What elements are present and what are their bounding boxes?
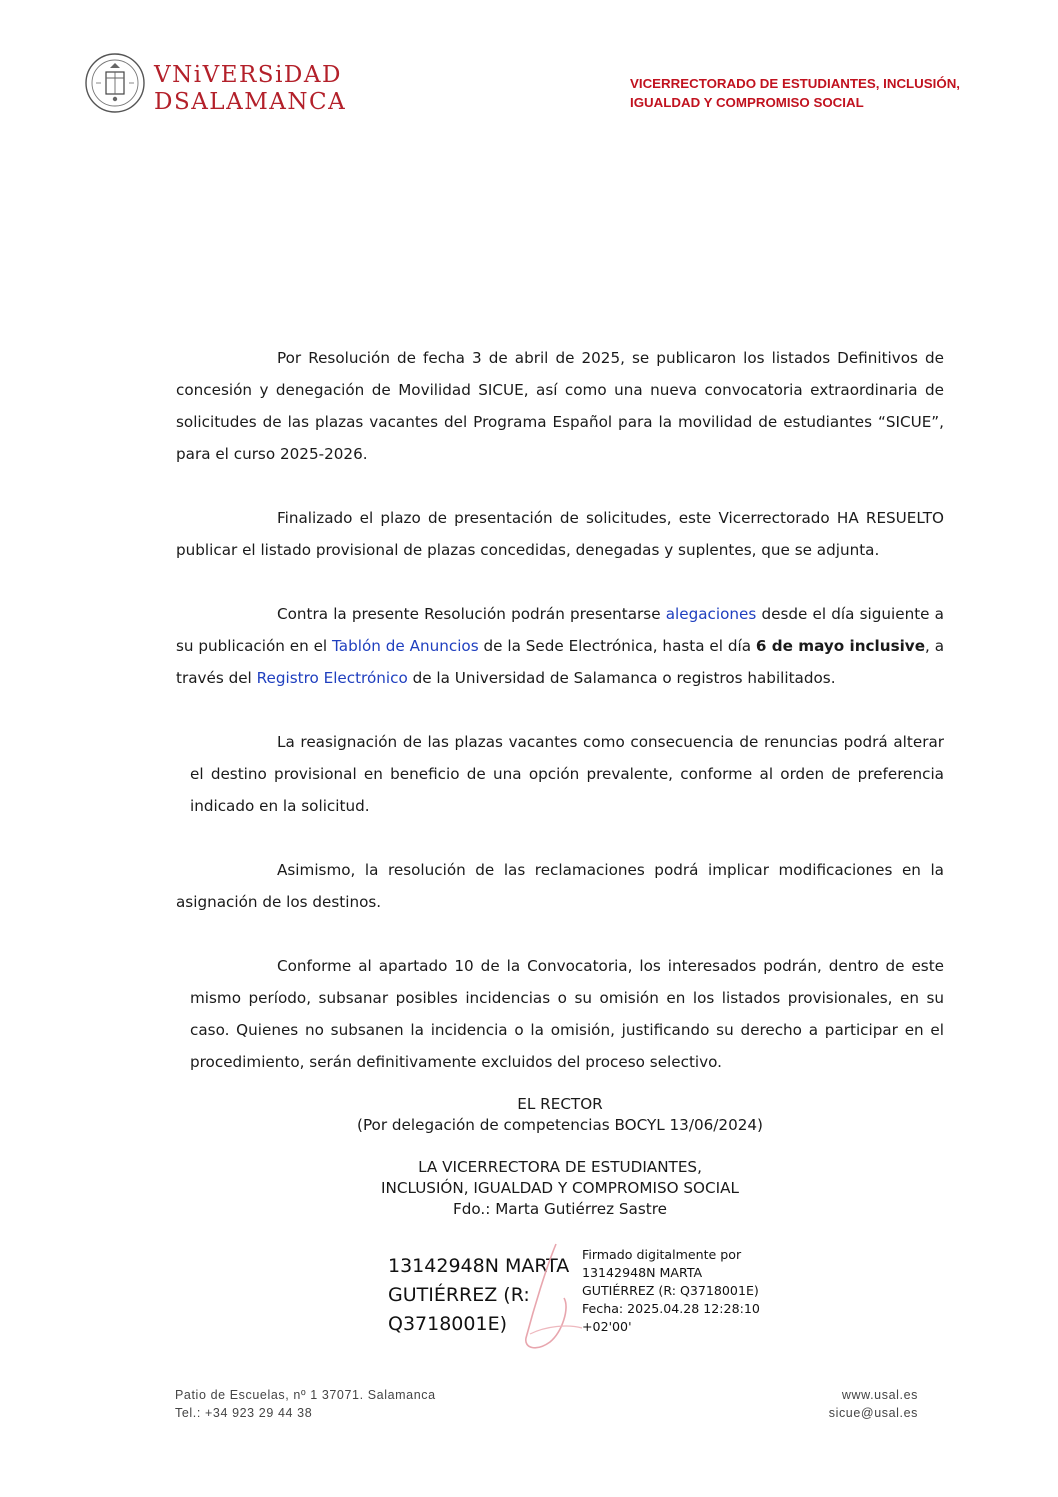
digital-info-line4: Fecha: 2025.04.28 12:28:10 [582, 1301, 760, 1316]
department-line2: IGUALDAD Y COMPROMISO SOCIAL [630, 95, 864, 110]
logo-text-line2: DSALAMANCA [154, 89, 347, 115]
resolution-body [176, 342, 944, 1078]
deadline-text: 6 de mayo inclusive [755, 637, 926, 655]
paragraph-1 [176, 342, 944, 470]
digital-info-line5: +02'00' [582, 1319, 632, 1334]
registro-electronico-link[interactable]: Registro Electrónico [256, 669, 408, 687]
paragraph-4-text: La reasignación de las plazas vacantes como consecuencia de renuncias podrá alterar el destino provisional en beneficio de una opción prevalente, conforme al orden de preferencia indicado en la solicitud. [190, 733, 944, 815]
digital-signature-info [582, 1246, 782, 1336]
paragraph-2-text: Finalizado el plazo de presentación de solicitudes, este Vicerrectorado HA RESUELTO publicar el listado provisional de plazas concedidas, denegadas y suplentes, que se adjunta. [176, 509, 944, 559]
signature-block [300, 1094, 820, 1220]
signature-watermark-icon [516, 1238, 586, 1358]
signer-title: EL RECTOR [517, 1095, 603, 1113]
signer-role-line1: LA VICERRECTORA DE ESTUDIANTES, [418, 1158, 702, 1176]
paragraph-3-text-c: de la Sede Electrónica, hasta el día [478, 637, 756, 655]
paragraph-5-text: Asimismo, la resolución de las reclamaciones podrá implicar modificaciones en la asignación de los destinos. [176, 861, 944, 911]
department-line1: VICERRECTORADO DE ESTUDIANTES, INCLUSIÓN, [630, 76, 960, 91]
digital-name-line2: GUTIÉRREZ (R: [388, 1284, 530, 1306]
paragraph-5 [176, 854, 944, 918]
paragraph-3 [176, 598, 944, 694]
digital-info-line3: GUTIÉRREZ (R: Q3718001E) [582, 1283, 759, 1298]
paragraph-1-text: Por Resolución de fecha 3 de abril de 2025, se publicaron los listados Definitivos de concesión y denegación de Movilidad SICUE, así como una nueva convocatoria extraordinaria de solicitudes de las plazas vacantes del Programa Español para la movilidad de estudiantes “SICUE”, para el curso 2025-2026. [176, 349, 944, 463]
paragraph-6 [176, 950, 944, 1078]
footer-website-link[interactable]: www.usal.es [841, 1388, 918, 1402]
university-seal-icon [84, 52, 146, 114]
paragraph-3-text-a: Contra la presente Resolución podrán presentarse [277, 605, 666, 623]
university-logo [84, 52, 347, 118]
footer-links [829, 1386, 918, 1422]
paragraph-3-text-e: de la Universidad de Salamanca o registros habilitados. [407, 669, 836, 687]
logo-text-line1: VNiVERSiDAD [154, 62, 342, 88]
paragraph-3-text-d: , a través del [176, 637, 945, 687]
university-logo-text [154, 62, 346, 116]
alegaciones-link[interactable]: alegaciones [665, 605, 757, 623]
department-heading [630, 74, 1000, 112]
digital-info-line1: Firmado digitalmente por [582, 1247, 742, 1262]
footer-email-link[interactable]: sicue@usal.es [828, 1406, 918, 1420]
delegation-note: (Por delegación de competencias BOCYL 13/06/2024) [357, 1116, 763, 1134]
tablon-anuncios-link[interactable]: Tablón de Anuncios [332, 637, 479, 655]
signer-name: Fdo.: Marta Gutiérrez Sastre [453, 1200, 667, 1218]
footer-contact [175, 1386, 436, 1422]
paragraph-6-text: Conforme al apartado 10 de la Convocatoria, los interesados podrán, dentro de este mismo período, subsanar posibles incidencias o su omisión en los listados provisionales, en su caso. Quienes no subsanen la incidencia o la omisión, justificando su derecho a participar en el procedimiento, serán definitivamente excluidos del proceso selectivo. [190, 957, 944, 1071]
paragraph-4 [176, 726, 944, 822]
footer-address: Patio de Escuelas, nº 1 37071. Salamanca [175, 1388, 436, 1402]
digital-name-line1: 13142948N MARTA [388, 1255, 570, 1277]
footer-phone: Tel.: +34 923 29 44 38 [175, 1406, 313, 1420]
signer-role-line2: INCLUSIÓN, IGUALDAD Y COMPROMISO SOCIAL [381, 1179, 739, 1197]
digital-info-line2: 13142948N MARTA [582, 1265, 703, 1280]
paragraph-3-text-b: desde el día siguiente a su publicación en el [176, 605, 944, 655]
digital-name-line3: Q3718001E) [388, 1313, 507, 1335]
paragraph-2 [176, 502, 944, 566]
